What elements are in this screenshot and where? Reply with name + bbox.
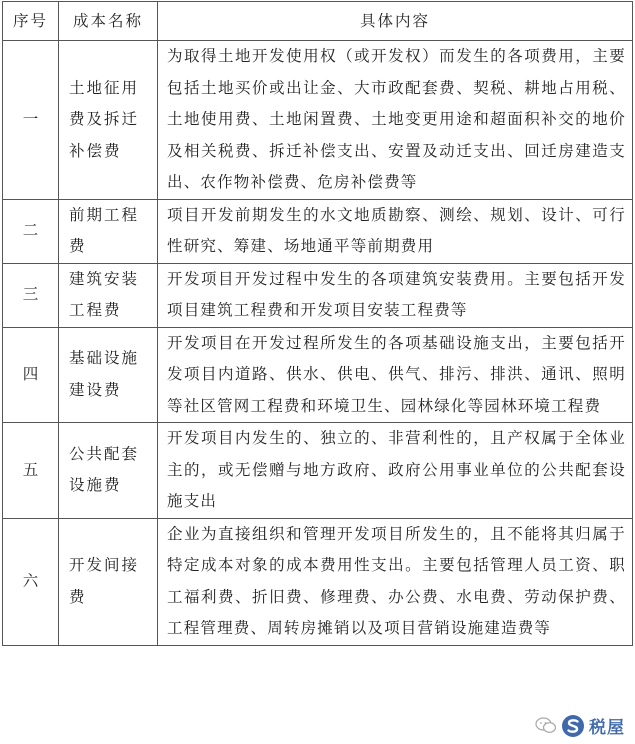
- header-seq: 序号: [3, 2, 59, 41]
- header-cost-name: 成本名称: [59, 2, 158, 41]
- table-row: [3, 518, 633, 645]
- row-content: 企业为直接组织和管理开发项目所发生的，且不能将其归属于特定成本对象的成本费用性支出。主要包括管理人员工资、职工福利费、折旧费、修理费、办公费、水电费、劳动保护费、工程管理费、周转房摊销以及项目营销设施建造费等: [158, 518, 633, 645]
- wechat-icon: [535, 717, 557, 734]
- row-seq: 五: [3, 423, 59, 519]
- row-seq: 三: [3, 263, 59, 327]
- table-row: [3, 263, 633, 327]
- row-cost-name: 前期工程费: [59, 199, 158, 263]
- row-content: 开发项目内发生的、独立的、非营利性的，且产权属于全体业主的，或无偿赠与地方政府、政府公用事业单位的公共配套设施支出: [158, 423, 633, 519]
- row-seq: 四: [3, 327, 59, 423]
- row-seq: 六: [3, 518, 59, 645]
- row-cost-name: 基础设施建设费: [59, 327, 158, 423]
- table-row: [3, 423, 633, 519]
- row-seq: 一: [3, 41, 59, 200]
- table-header-row: [3, 2, 633, 41]
- row-cost-name: 土地征用费及拆迁补偿费: [59, 41, 158, 200]
- table-row: [3, 199, 633, 263]
- row-seq: 二: [3, 199, 59, 263]
- row-content: 开发项目在开发过程所发生的各项基础设施支出，主要包括开发项目内道路、供水、供电、供气、排污、排洪、通讯、照明等社区管网工程费和环境卫生、园林绿化等园林环境工程费: [158, 327, 633, 423]
- row-content: 项目开发前期发生的水文地质勘察、测绘、规划、设计、可行性研究、筹建、场地通平等前期费用: [158, 199, 633, 263]
- cost-table: [2, 1, 633, 646]
- watermark-text: 税屋: [589, 718, 625, 738]
- table-row: [3, 41, 633, 200]
- shuiwu-logo-icon: [561, 714, 585, 738]
- table-row: [3, 327, 633, 423]
- row-content: 开发项目开发过程中发生的各项建筑安装费用。主要包括开发项目建筑工程费和开发项目安装工程费等: [158, 263, 633, 327]
- row-cost-name: 开发间接费: [59, 518, 158, 645]
- row-cost-name: 公共配套设施费: [59, 423, 158, 519]
- watermark: [535, 713, 625, 738]
- row-content: 为取得土地开发使用权（或开发权）而发生的各项费用，主要包括土地买价或出让金、大市政配套费、契税、耕地占用税、土地使用费、土地闲置费、土地变更用途和超面积补交的地价及相关税费、拆迁补偿支出、安置及动迁支出、回迁房建造支出、农作物补偿费、危房补偿费等: [158, 41, 633, 200]
- header-content: 具体内容: [158, 2, 633, 41]
- row-cost-name: 建筑安装工程费: [59, 263, 158, 327]
